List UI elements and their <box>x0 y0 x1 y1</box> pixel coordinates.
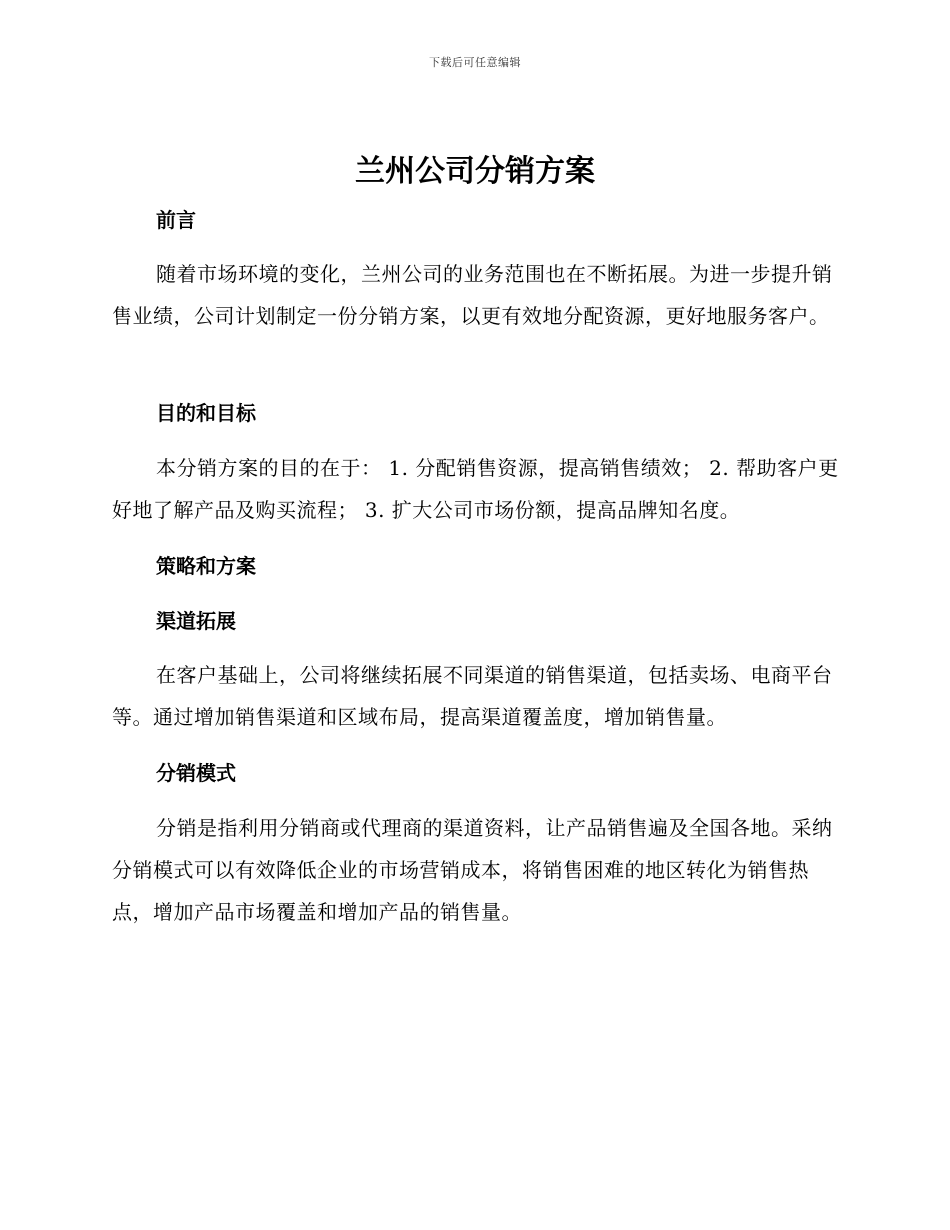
section-heading-preface: 前言 <box>156 208 196 232</box>
section-body-channel-expansion: 在客户基础上，公司将继续拓展不同渠道的销售渠道，包括卖场、电商平台等。通过增加销售渠道和区域布局，提高渠道覆盖度，增加销售量。 <box>112 663 833 729</box>
section-body-distribution-model: 分销是指利用分销商或代理商的渠道资料，让产品销售遍及全国各地。采纳分销模式可以有效降低企业的市场营销成本，将销售困难的地区转化为销售热点，增加产品市场覆盖和增加产品的销售量。 <box>112 816 833 924</box>
section-body-purpose: 本分销方案的目的在于： 1. 分配销售资源，提高销售绩效； 2. 帮助客户更好地了解产品及购买流程； 3. 扩大公司市场份额，提高品牌知名度。 <box>112 456 839 522</box>
document-title: 兰州公司分销方案 <box>355 154 595 189</box>
header-note: 下载后可任意编辑 <box>429 56 521 69</box>
section-body-preface: 随着市场环境的变化，兰州公司的业务范围也在不断拓展。为进一步提升销售业绩，公司计划制定一份分销方案，以更有效地分配资源，更好地服务客户。 <box>112 262 833 328</box>
section-heading-distribution-model: 分销模式 <box>156 761 236 785</box>
section-heading-strategy: 策略和方案 <box>156 554 256 578</box>
section-heading-channel-expansion: 渠道拓展 <box>156 609 236 633</box>
section-heading-purpose: 目的和目标 <box>156 401 256 425</box>
